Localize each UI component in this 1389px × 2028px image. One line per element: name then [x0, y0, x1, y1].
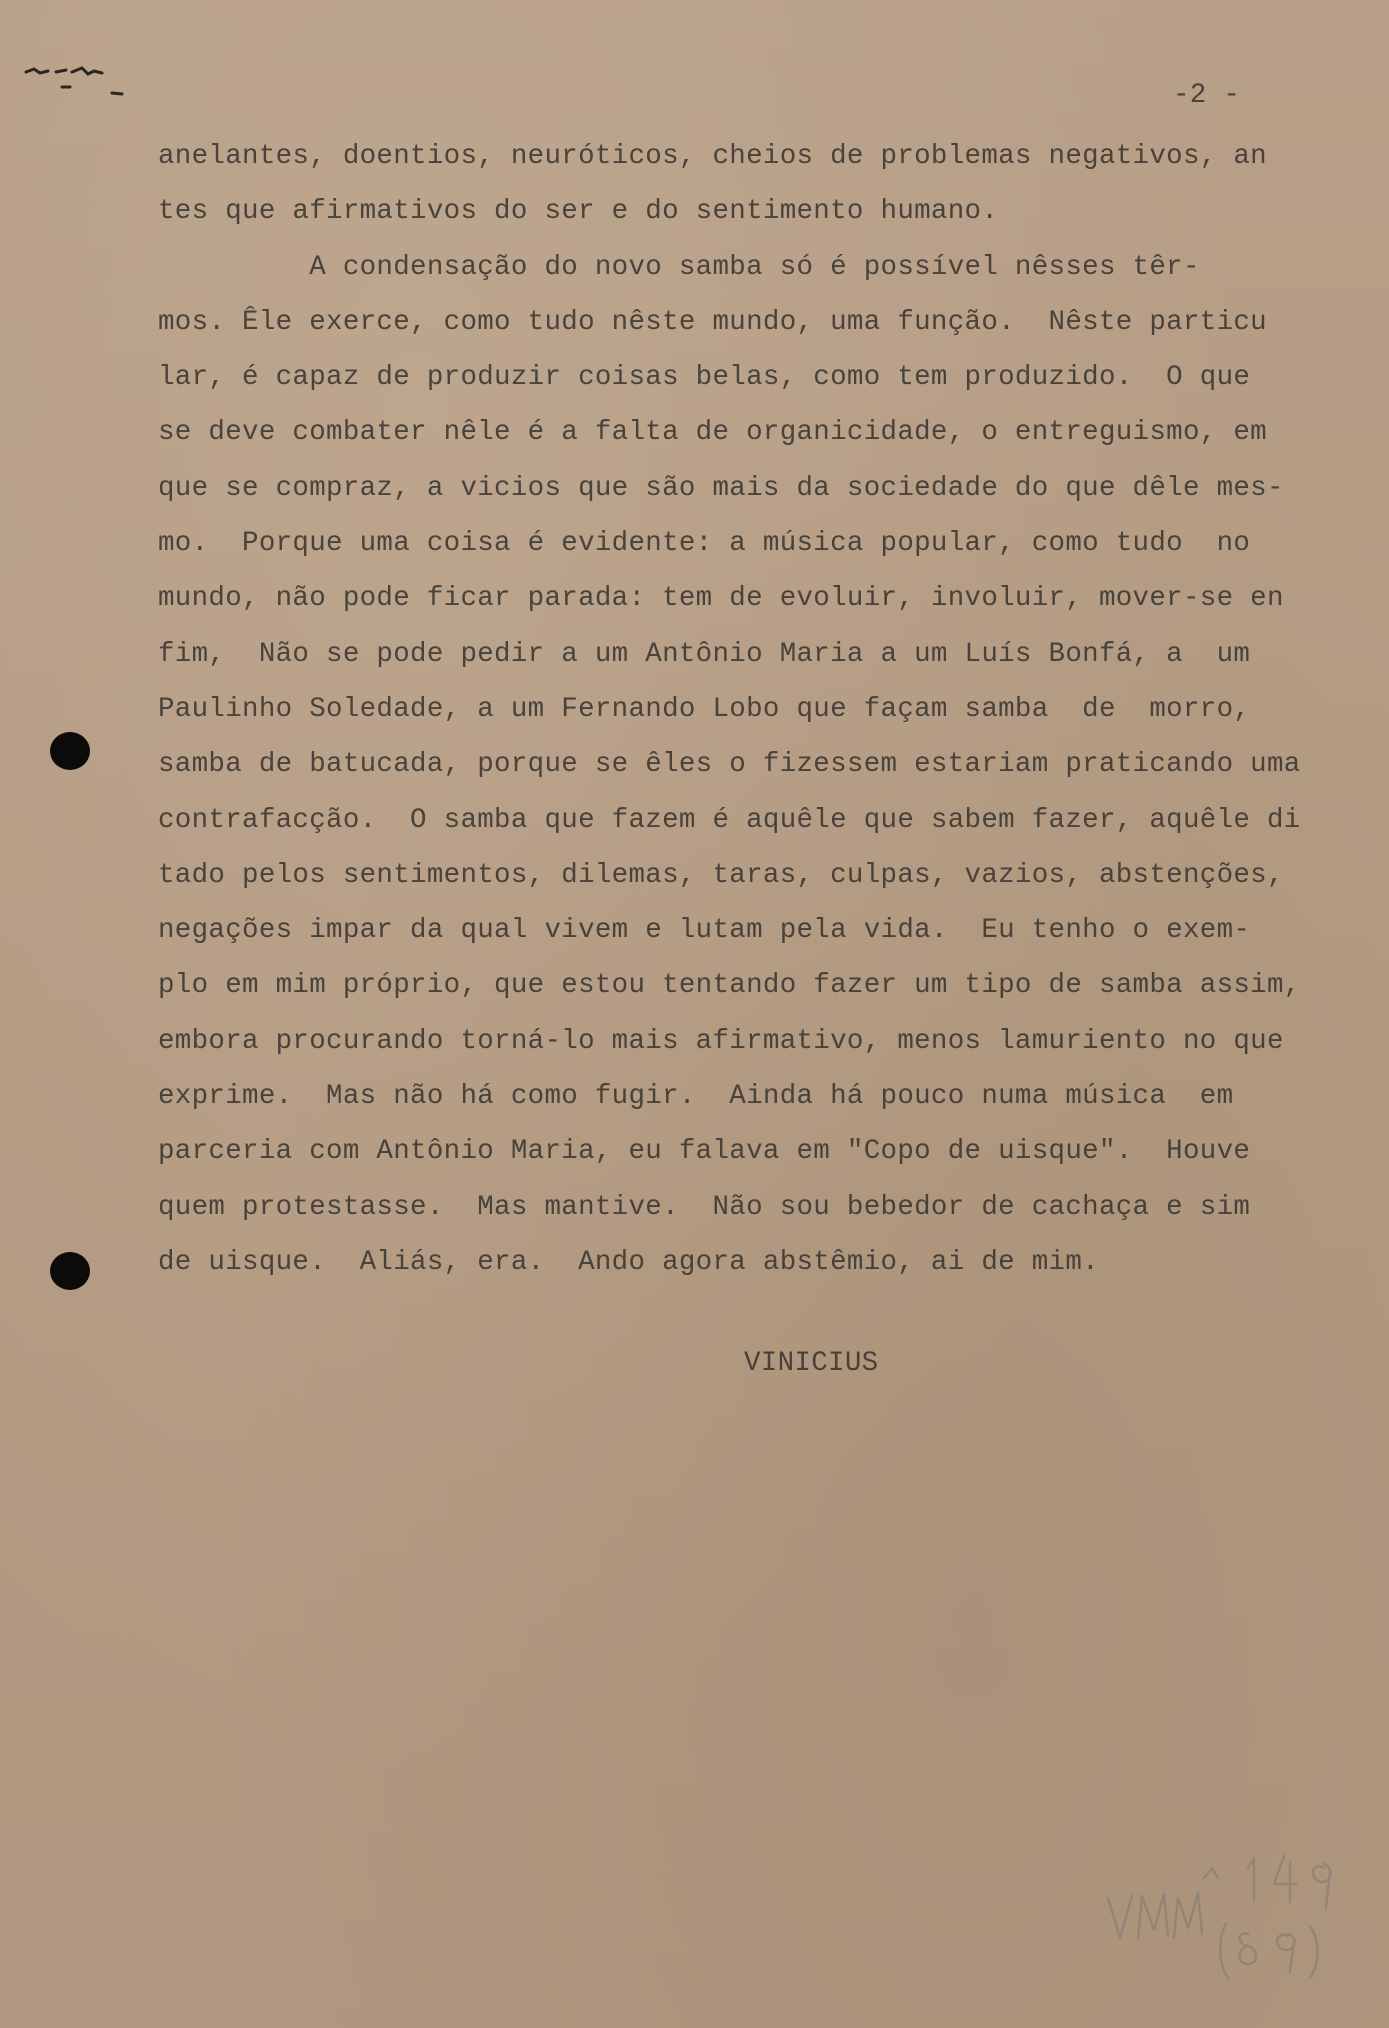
text-line: contrafacção. O samba que fazem é aquêle que sabem fazer, aquêle di: [158, 804, 1301, 836]
text-line: quem protestasse. Mas mantive. Não sou bebedor de cachaça e sim: [158, 1191, 1251, 1223]
text-line: samba de batucada, porque se êles o fizessem estariam praticando uma: [158, 749, 1301, 781]
text-line: A condensação do novo samba só é possível nêsses têr-: [158, 251, 1200, 283]
handwritten-archive-note: [1098, 1838, 1358, 1988]
text-line: embora procurando torná-lo mais afirmativo, menos lamuriento no que: [158, 1025, 1284, 1057]
text-line: anelantes, doentios, neuróticos, cheios de problemas negativos, an: [158, 141, 1267, 172]
text-line: exprime. Mas não há como fugir. Ainda há pouco numa música em: [158, 1081, 1234, 1113]
punch-hole: [50, 1252, 90, 1290]
text-line: negações impar da qual vivem e lutam pela vida. Eu tenho o exem-: [158, 915, 1251, 947]
text-line: parceria com Antônio Maria, eu falava em "Copo de uisque". Houve: [158, 1136, 1251, 1168]
page-number: -2 -: [1173, 80, 1241, 111]
text-line: de uisque. Aliás, era. Ando agora abstêmio, ai de mim.: [158, 1246, 1099, 1278]
text-line: que se compraz, a vicios que são mais da sociedade do que dêle mes-: [158, 472, 1284, 504]
punch-hole: [50, 732, 90, 770]
text-line: plo em mim próprio, que estou tentando fazer um tipo de samba assim,: [158, 970, 1301, 1002]
text-line: mo. Porque uma coisa é evidente: a música popular, como tudo no: [158, 528, 1251, 560]
signature: VINICIUS: [744, 1348, 879, 1379]
text-line: mundo, não pode ficar parada: tem de evoluir, involuir, mover-se en: [158, 583, 1284, 615]
text-line: mos. Êle exerce, como tudo nêste mundo, uma função. Nêste particu: [158, 306, 1267, 338]
text-line: fim, Não se pode pedir a um Antônio Maria a um Luís Bonfá, a um: [158, 638, 1251, 670]
ink-smudge-mark: [22, 60, 132, 100]
text-line: tes que afirmativos do ser e do sentimento humano.: [158, 196, 999, 228]
typed-text-body: [158, 135, 1308, 1296]
text-line: tado pelos sentimentos, dilemas, taras, culpas, vazios, abstenções,: [158, 859, 1284, 891]
text-line: Paulinho Soledade, a um Fernando Lobo que façam samba de morro,: [158, 693, 1251, 725]
text-line: se deve combater nêle é a falta de organicidade, o entreguismo, em: [158, 417, 1267, 449]
text-line: lar, é capaz de produzir coisas belas, como tem produzido. O que: [158, 362, 1251, 394]
